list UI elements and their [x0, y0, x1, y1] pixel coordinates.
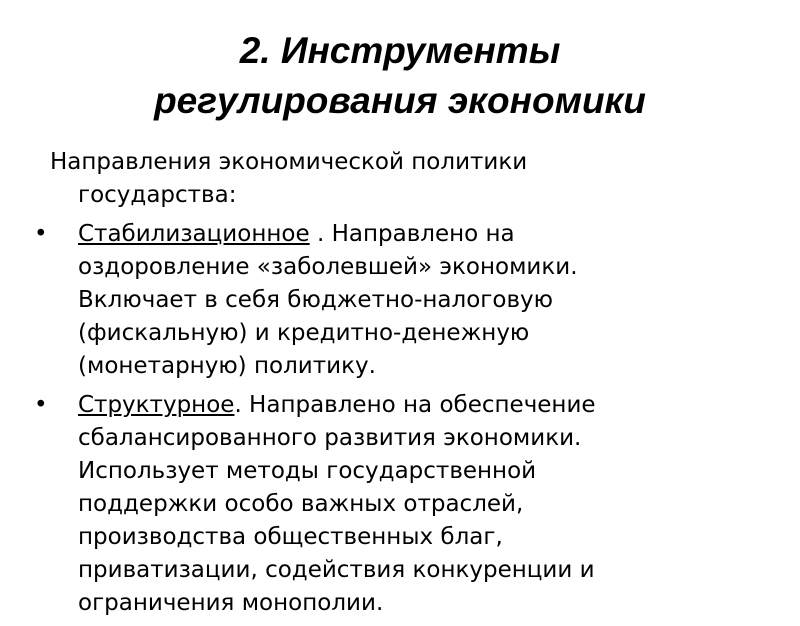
list-item-structural — [34, 389, 770, 620]
term-stabilization: Стабилизационное — [78, 221, 310, 247]
list-item-line: Включает в себя бюджетно-налоговую — [78, 287, 553, 313]
list-item-line: сбалансированного развития экономики. — [78, 425, 582, 451]
list-item-line: Использует методы государственной — [78, 458, 537, 484]
bullet-icon: • — [34, 392, 48, 418]
list-item-line: поддержки особо важных отраслей, — [78, 491, 524, 517]
list-item-line: (монетарную) политику. — [78, 353, 376, 379]
intro-line-1: Направления экономической политики — [50, 149, 528, 175]
title-line-1: 2. Инструменты — [239, 30, 561, 71]
term-structural: Структурное — [78, 392, 235, 418]
bullet-icon: • — [34, 221, 48, 247]
list-item-stabilization — [34, 218, 770, 383]
slide-title — [0, 26, 800, 126]
list-item-first-line — [78, 218, 770, 251]
intro-paragraph — [50, 146, 770, 212]
term-continuation: . Направлено на — [309, 221, 515, 247]
list-item-line: приватизации, содействия конкуренции и — [78, 557, 595, 583]
list-item-line: ограничения монополии. — [78, 590, 384, 616]
intro-line-2: государства: — [78, 182, 237, 208]
list-item-line: (фискальную) и кредитно-денежную — [78, 320, 530, 346]
list-item-line: оздоровление «заболевшей» экономики. — [78, 254, 578, 280]
title-line-2: регулирования экономики — [154, 80, 646, 121]
list-item-first-line — [78, 389, 770, 422]
term-continuation: . Направлено на обеспечение — [234, 392, 596, 418]
slide-body — [34, 146, 770, 626]
list-item-line: производства общественных благ, — [78, 524, 503, 550]
